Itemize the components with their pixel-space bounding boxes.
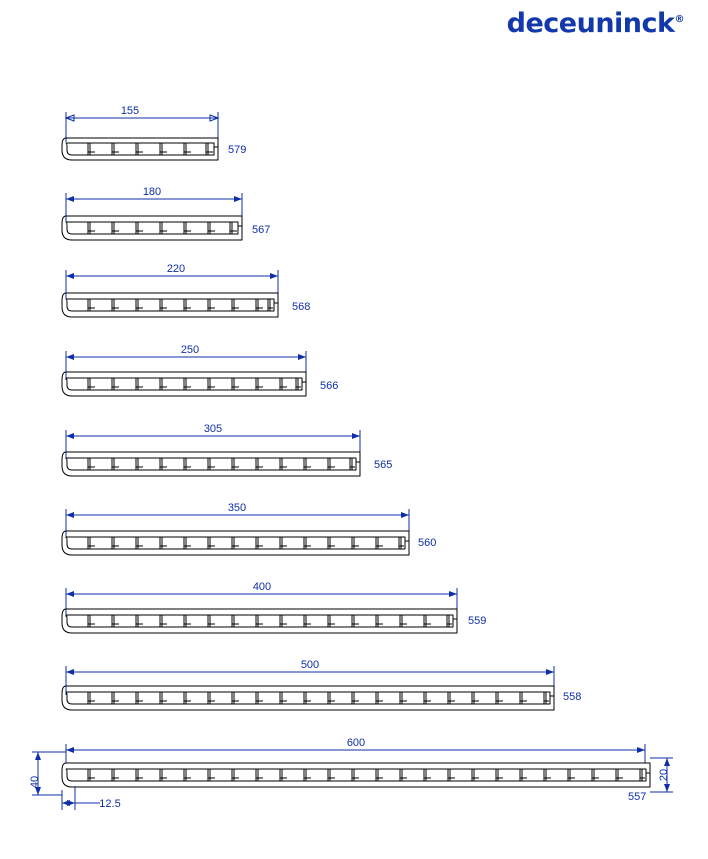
profile-body-567	[62, 216, 242, 240]
profile-group-558	[62, 659, 581, 710]
profile-width-155: 155	[120, 105, 140, 117]
profile-body-560	[62, 531, 409, 555]
profile-group-568	[62, 263, 310, 317]
profile-width-250: 250	[180, 344, 200, 356]
profile-group-565	[62, 423, 392, 476]
profile-body-565	[62, 452, 360, 476]
profile-width-305: 305	[203, 423, 223, 435]
profile-group-579	[62, 105, 246, 160]
profile-width-500: 500	[300, 659, 320, 671]
profile-code-579: 579	[228, 144, 247, 156]
brand-name: deceuninck	[506, 8, 675, 39]
profile-group-566	[62, 344, 338, 396]
profile-code-566: 566	[320, 380, 339, 392]
registered-mark: ®	[674, 14, 684, 25]
profile-body-558	[62, 686, 554, 710]
profile-body-568	[62, 293, 278, 317]
profile-width-220: 220	[166, 263, 186, 275]
dimension-nose-12-5	[62, 786, 100, 810]
profile-body-579	[62, 138, 218, 160]
profile-code-567: 567	[252, 224, 271, 236]
profile-width-180: 180	[142, 186, 162, 198]
profile-code-565: 565	[374, 459, 393, 471]
profile-code-558: 558	[563, 691, 582, 703]
dimension-label-40: 40	[29, 775, 41, 789]
profile-group-559	[62, 581, 486, 633]
profile-width-350: 350	[227, 502, 247, 514]
profile-group-567	[62, 186, 270, 240]
dimension-label-12-5: 12.5	[99, 798, 121, 810]
profile-code-559: 559	[468, 615, 487, 627]
profile-code-557: 557	[628, 791, 647, 803]
profile-group-560	[62, 502, 436, 555]
profile-body-566	[62, 372, 306, 396]
profile-code-560: 560	[418, 537, 437, 549]
dimension-label-20: 20	[658, 768, 670, 782]
profile-group-557	[29, 737, 673, 810]
profile-code-568: 568	[292, 301, 311, 313]
profile-width-600: 600	[346, 737, 366, 749]
profile-body-559	[62, 609, 457, 633]
profile-width-400: 400	[252, 581, 272, 593]
profile-body-557	[62, 763, 650, 787]
